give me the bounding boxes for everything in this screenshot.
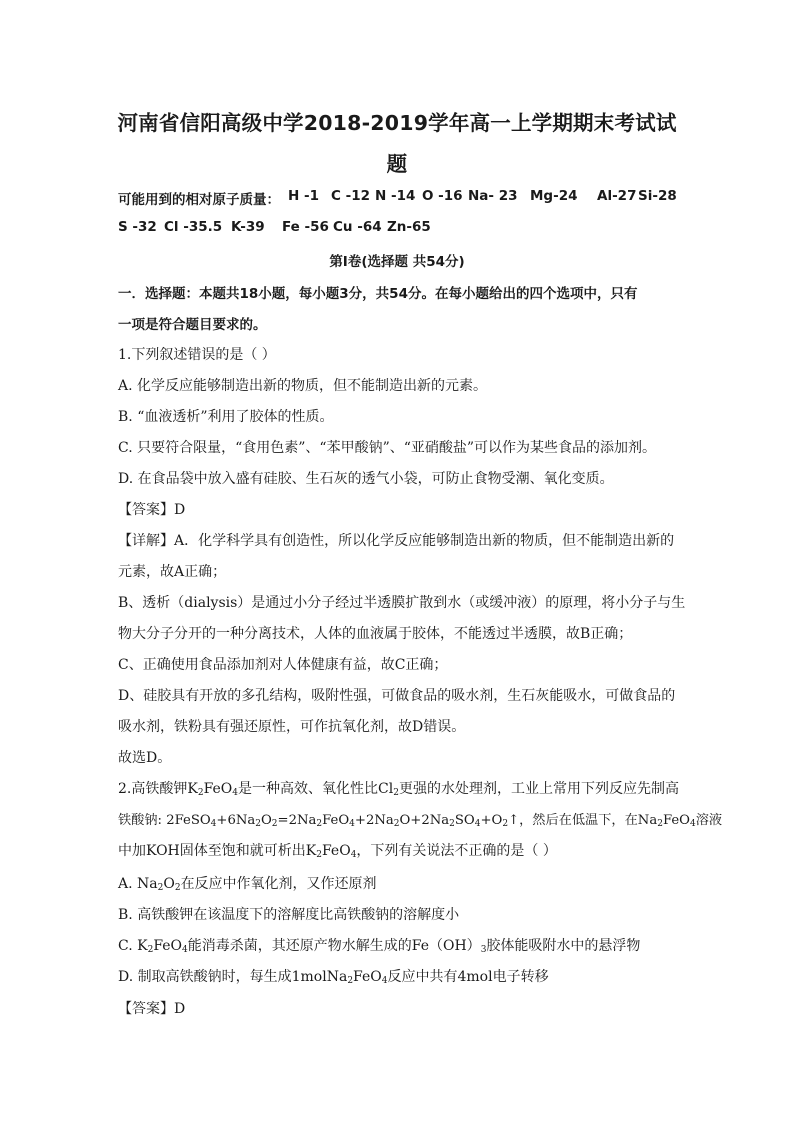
mass-item: Fe -56: [282, 219, 329, 235]
q1-option-a: A. 化学反应能够制造出新的物质，但不能制造出新的元素。: [118, 378, 488, 394]
page-title: 河南省信阳高级中学2018-2019学年高一上学期期末考试试: [117, 111, 677, 135]
q1-stem: 1.下列叙述错误的是（ ）: [118, 347, 276, 363]
q2-stem-line1: 2.高铁酸钾$K_2FeO_4$是一种高效、氧化性比$Cl_2$更强的水处理剂，工业上常用下列反应先制高: [118, 781, 679, 798]
q1-detail: 物大分子分开的一种分离技术，人体的血液属于胶体，不能透过半透膜，故B正确；: [118, 626, 633, 642]
section-heading-continued: 一项是符合题目要求的。: [118, 317, 267, 333]
q1-detail: C、正确使用食品添加剂对人体健康有益，故C正确；: [118, 657, 448, 673]
mass-item: C -12: [331, 188, 370, 204]
q2-answer: 【答案】D: [118, 1001, 186, 1017]
mass-item: Na- 23: [468, 188, 518, 204]
mass-item: Cl -35.5: [164, 219, 223, 235]
q1-option-b: B. “血液透析”利用了胶体的性质。: [118, 409, 334, 425]
mass-item: Al-27: [597, 188, 637, 204]
q1-option-d: D. 在食品袋中放入盛有硅胶、生石灰的透气小袋，可防止食物受潮、氧化变质。: [118, 471, 614, 487]
mass-item: K-39: [231, 219, 265, 235]
q2-option-a: A. $Na_2O_2$在反应中作氧化剂，又作还原剂: [118, 876, 377, 893]
page-title-continued: 题: [386, 152, 408, 176]
q1-conclusion: 故选D。: [118, 750, 172, 766]
mass-item: H -1: [288, 188, 319, 204]
q1-detail: 【详解】A．化学科学具有创造性，所以化学反应能够制造出新的物质，但不能制造出新的: [118, 533, 675, 549]
atomic-masses-label: 可能用到的相对原子质量：: [118, 192, 280, 208]
mass-item: Zn-65: [387, 219, 431, 235]
mass-item: N -14: [375, 188, 416, 204]
q2-option-b: B. 高铁酸钾在该温度下的溶解度比高铁酸钠的溶解度小: [118, 907, 460, 923]
q1-detail: D、硅胶具有开放的多孔结构，吸附性强，可做食品的吸水剂，生石灰能吸水，可做食品的: [118, 688, 676, 704]
mass-item: Cu -64: [333, 219, 382, 235]
q2-stem-line3: 中加KOH固体至饱和就可析出$K_2FeO_4$，下列有关说法不正确的是（ ）: [118, 843, 557, 860]
q1-detail: 吸水剂，铁粉具有强还原性，可作抗氧化剂，故D错误。: [118, 719, 466, 735]
q1-option-c: C. 只要符合限量，“食用色素”、“苯甲酸钠”、“亚硝酸盐”可以作为某些食品的添加剂。: [118, 440, 657, 456]
q1-detail: B、透析（dialysis）是通过小分子经过半透膜扩散到水（或缓冲液）的原理，将小分子与生: [118, 595, 686, 611]
q1-answer: 【答案】D: [118, 502, 186, 518]
q2-option-d: D. 制取高铁酸钠时，每生成1molNa$_2$FeO$_4$反应中共有4mol电子转移: [118, 969, 549, 986]
volume-heading: 第Ⅰ卷(选择题 共54分): [329, 254, 465, 270]
q1-detail: 元素，故A正确；: [118, 564, 227, 580]
section-heading: 一．选择题：本题共18小题，每小题3分，共54分。在每小题给出的四个选项中，只有: [118, 286, 638, 302]
mass-item: O -16: [422, 188, 463, 204]
mass-item: S -32: [118, 219, 157, 235]
mass-item: Si-28: [638, 188, 677, 204]
mass-item: Mg-24: [530, 188, 578, 204]
q2-stem-line2: 铁酸钠: $2FeSO_4+6Na_2O_2=2Na_2FeO_4+2Na_2O+2Na_2SO_4+O_2↑$，然后在低温下，在$Na_2FeO_4$溶液: [118, 813, 723, 829]
q2-option-c: C. $K_2FeO_4$能消毒杀菌，其还原产物水解生成的$Fe(OH)_3$胶体能吸附水中的悬浮物: [118, 938, 641, 955]
